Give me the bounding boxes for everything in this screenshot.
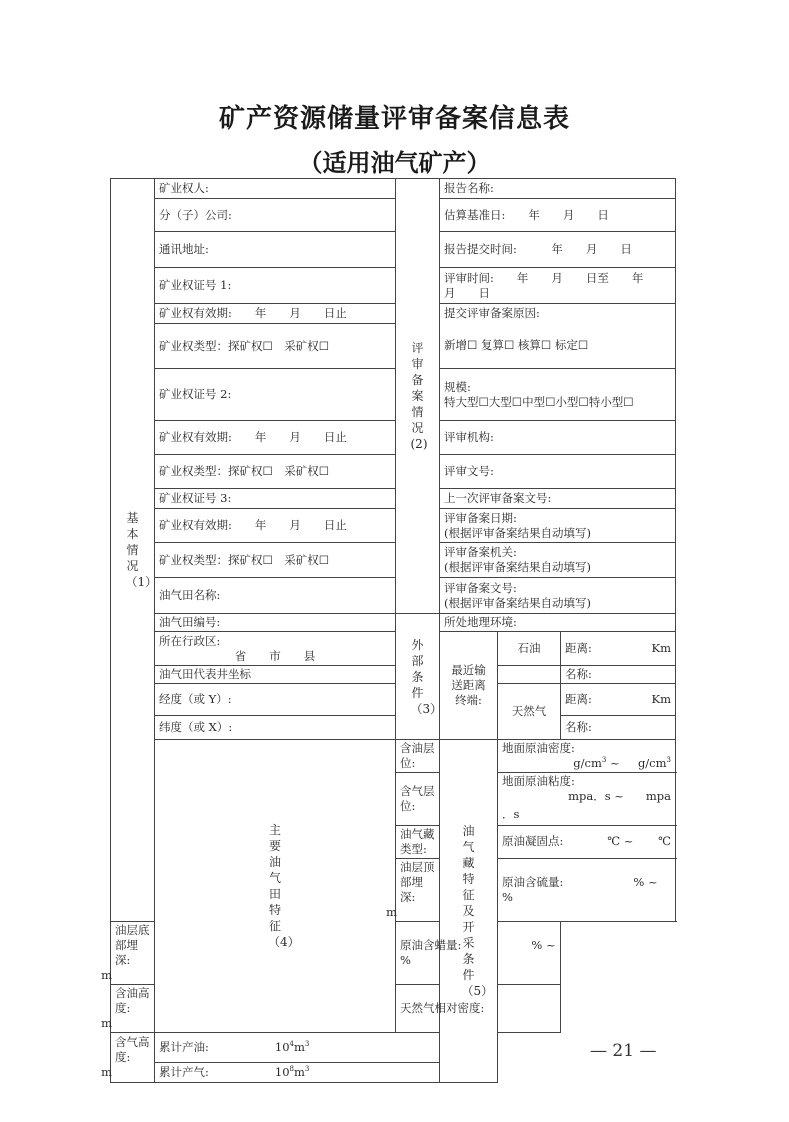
review-doc-field[interactable]: 评审文号: [440,455,676,489]
scale-field[interactable] [440,369,676,421]
oil-viscosity-unit-tail: ．s [498,805,676,825]
bottom-depth-field[interactable]: 油层底部埋深: m [111,921,155,984]
field-name-field[interactable]: 油气田名称: [155,578,396,614]
auto-fill-note: (根据评审备案结果自动填写) [444,560,591,574]
gas-density-field[interactable]: 天然气相对密度: [396,984,561,1032]
record-date-field [440,509,676,543]
cumulative-gas-field[interactable]: 累计产气: $10^8m^3$ [155,1062,498,1082]
freezing-point-field[interactable]: 原油凝固点: ℃ ~ ℃ [498,825,676,858]
section-reservoir: 油气藏特征及开采条件（5） [440,740,498,1083]
auto-fill-note: (根据评审备案结果自动填写) [444,595,591,610]
longitude-field[interactable]: 经度（或 Y）: [155,684,396,716]
type-1-field[interactable]: 矿业权类型：探矿权☐ 采矿权☐ [155,324,396,369]
cumulative-oil-field[interactable]: 累计产油: $10^4m^3$ [155,1032,498,1062]
wax-field[interactable]: 原油含蜡量: % ~ % [396,921,561,984]
oil-distance-field[interactable]: 距离: Km [561,632,676,666]
gas-label: 天然气 [498,684,561,740]
latitude-field[interactable]: 纬度（或 X）: [155,716,396,740]
oil-label: 石油 [498,632,561,666]
reason-label: 提交评审备案原因: [440,304,676,324]
oil-empty-cell [498,666,561,684]
nearest-terminal-label: 最近输送距离终端: [440,632,498,740]
validity-1-field[interactable]: 矿业权有效期: 年 月 日止 [155,304,396,324]
oil-name-field[interactable]: 名称: [561,666,676,684]
record-doc-label: 评审备案文号: [444,580,517,595]
record-org-field [440,543,676,578]
page-title: 矿产资源储量评审备案信息表 [218,104,570,134]
validity-2-field[interactable]: 矿业权有效期: 年 月 日止 [155,421,396,455]
owner-field[interactable]: 矿业权人: [155,179,396,199]
review-org-field[interactable]: 评审机构: [440,421,676,455]
validity-3-field[interactable]: 矿业权有效期: 年 月 日止 [155,509,396,543]
record-doc-field [440,578,676,614]
oil-density-field[interactable]: 地面原油密度: $g/cm^3$ ~ $g/cm^3$ [498,740,676,773]
section-main-field: 主要油气田特征（4） [155,740,396,1033]
report-name-field[interactable]: 报告名称: [440,179,676,199]
gas-layer-field[interactable]: 含气层位: [396,773,440,826]
oil-layer-field[interactable]: 含油层位: [396,740,440,773]
gas-height-field[interactable]: 含气高度: m [111,1032,155,1082]
gas-name-field[interactable]: 名称: [561,716,676,740]
type-3-field[interactable]: 矿业权类型：探矿权☐ 采矿权☐ [155,543,396,578]
review-time-field[interactable]: 评审时间: 年 月 日至 年 月 日 [440,268,676,304]
page-subtitle: （适用油气矿产） [298,149,491,177]
page-number: — 21 — [590,1041,657,1061]
top-depth-field[interactable]: 油层顶部埋深: m [396,858,440,921]
license-2-field[interactable]: 矿业权证号 2: [155,369,396,421]
coord-label: 油气田代表井坐标 [155,666,396,684]
scale-options[interactable]: 特大型☐大型☐中型☐小型☐特小型☐ [444,394,634,409]
field-code-field[interactable]: 油气田编号: [155,614,396,632]
auto-fill-note: (根据评审备案结果自动填写) [444,525,591,540]
oil-height-field[interactable]: 含油高度: m [111,984,155,1032]
license-3-field[interactable]: 矿业权证号 3: [155,489,396,509]
type-2-field[interactable]: 矿业权类型：探矿权☐ 采矿权☐ [155,455,396,489]
section-external: 外部条件（3） [396,614,440,740]
admin-region-label: 所在行政区: [159,633,221,648]
section-review: 评审备案情况(2) [396,179,440,614]
gas-distance-field[interactable]: 距离: Km [561,684,676,716]
scale-label: 规模: [444,379,471,394]
license-1-field[interactable]: 矿业权证号 1: [155,268,396,304]
sulfur-field[interactable]: 原油含硫量: % ~ % [498,858,676,921]
submit-time-field[interactable]: 报告提交时间: 年 月 日 [440,232,676,268]
admin-region-field[interactable] [155,632,396,666]
section-basic: 基本情况（1） [111,179,155,922]
record-date-label: 评审备案日期: [444,510,517,525]
record-org-label: 评审备案机关: [444,545,517,559]
branch-field[interactable]: 分（子）公司: [155,199,396,232]
reservoir-type-field[interactable]: 油气藏类型: [396,825,440,858]
info-table [101,178,676,1083]
admin-region-units: 省 市 县 [234,648,316,663]
prev-doc-field[interactable]: 上一次评审备案文号: [440,489,676,509]
address-field[interactable]: 通讯地址: [155,232,396,268]
geo-env-field[interactable]: 所处地理环境: [440,614,676,632]
reason-options[interactable]: 新增☐ 复算☐ 核算☐ 标定☐ [440,324,676,369]
oil-viscosity-field[interactable]: 地面原油粘度: mpa．s ~ mpa [498,773,676,806]
base-date-field[interactable]: 估算基准日: 年 月 日 [440,199,676,232]
